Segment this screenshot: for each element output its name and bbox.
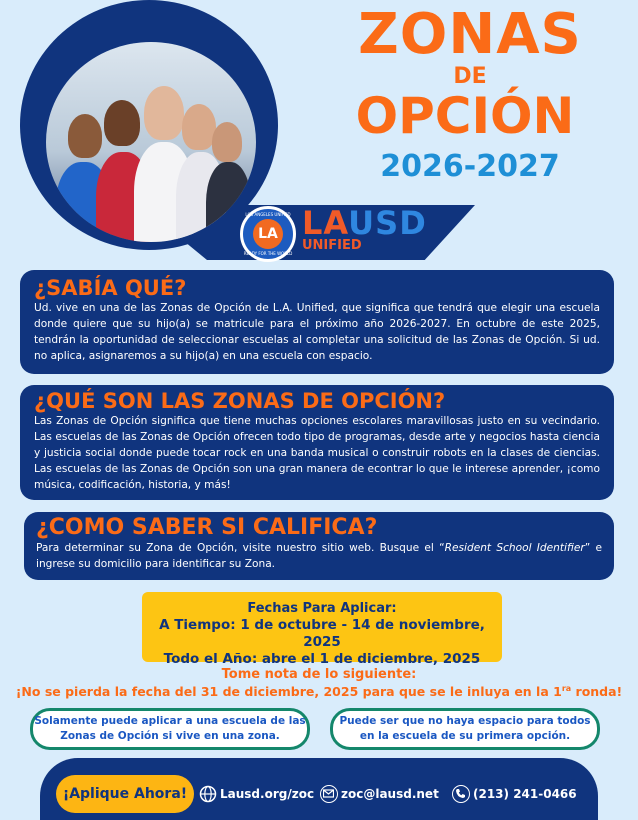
dates-title: Fechas Para Aplicar: [247, 601, 397, 616]
section-sabia-heading: ¿SABÍA QUÉ? [34, 276, 187, 300]
section-sabia [20, 270, 614, 374]
phone-icon [452, 785, 470, 803]
section-califica-heading: ¿COMO SABER SI CALIFICA? [36, 515, 378, 540]
lausd-seal-logo: LOS ANGELES UNIFIED LA READY FOR THE WORLD [240, 206, 296, 262]
info-pill-zone-only: Solamente puede aplicar a una escuela de las Zonas de Opción si vive en una zona. [30, 708, 310, 750]
title-zonas: ZONAS [358, 2, 582, 67]
apply-now-button[interactable]: ¡Aplique Ahora! [56, 775, 194, 813]
website-link[interactable] [199, 785, 314, 803]
section-que-son-heading: ¿QUÉ SON LAS ZONAS DE OPCIÓN? [34, 389, 446, 413]
lausd-unified: UNIFIED [302, 238, 362, 253]
globe-icon [199, 785, 217, 803]
title-opcion: OPCIÓN [355, 87, 575, 145]
section-que-son [20, 385, 614, 500]
title-years: 2026-2027 [380, 149, 560, 184]
email-text: zoc@lausd.net [341, 787, 439, 801]
students-photo [46, 42, 256, 242]
phone-link[interactable] [452, 785, 577, 803]
note-heading: Tome nota de lo siguiente: [221, 667, 417, 682]
dates-all-year: Todo el Año: abre el 1 de diciembre, 2025 [163, 651, 481, 667]
section-califica-text: Para determinar su Zona de Opción, visite nuestro sitio web. Busque el “Resident School Identifier” e ingrese su domicilio para identificar su Zona. [36, 542, 602, 570]
note-deadline: ¡No se pierda la fecha del 31 de diciembre, 2025 para que se le inluya en la $1^{ra}$ ronda! [15, 684, 623, 700]
lausd-wordmark: LAUSD [302, 204, 427, 242]
mail-icon [320, 785, 338, 803]
info-pill-space: Puede ser que no haya espacio para todos en la escuela de su primera opción. [330, 708, 600, 750]
phone-text: (213) 241-0466 [473, 787, 577, 801]
section-sabia-text: Ud. vive en una de las Zonas de Opción de L.A. Unified, que significa que tendrá que elegir una escuela donde quiere que su hijo(a) se matricule para el próximo año 2026-2027. En octubre de este 2025, tendrán la oportunidad de seleccionar escuelas al completar una solicitud de las Zonas de Opción. Si ud. no aplica, asignaremos a su hijo(a) en una escuela con espacio. [34, 302, 600, 362]
section-que-son-text: Las Zonas de Opción significa que tiene muchas opciones escolares maravillosas justo en su vecindario. Las escuelas de las Zonas de Opción ofrecen todo tipo de programas, desde arte y negocios hasta ciencia y justicia social donde puede tocar rock en una banda musical o construir robots en la clases de ciencias. Las escuelas de las Zonas de Opción son una gran manera de econtrar lo que le interese aprender, ¡como música, codificación, historia, y más! [34, 415, 600, 491]
section-califica [24, 512, 614, 580]
resident-school-identifier: Resident School Identifier [444, 542, 585, 554]
dates-on-time: A Tiempo: 1 de octubre - 14 de noviembre, 2025 [159, 617, 485, 650]
email-link[interactable] [320, 785, 439, 803]
website-text: Lausd.org/zoc [220, 787, 315, 801]
title-de: DE [453, 64, 487, 89]
application-dates-box [142, 592, 502, 667]
